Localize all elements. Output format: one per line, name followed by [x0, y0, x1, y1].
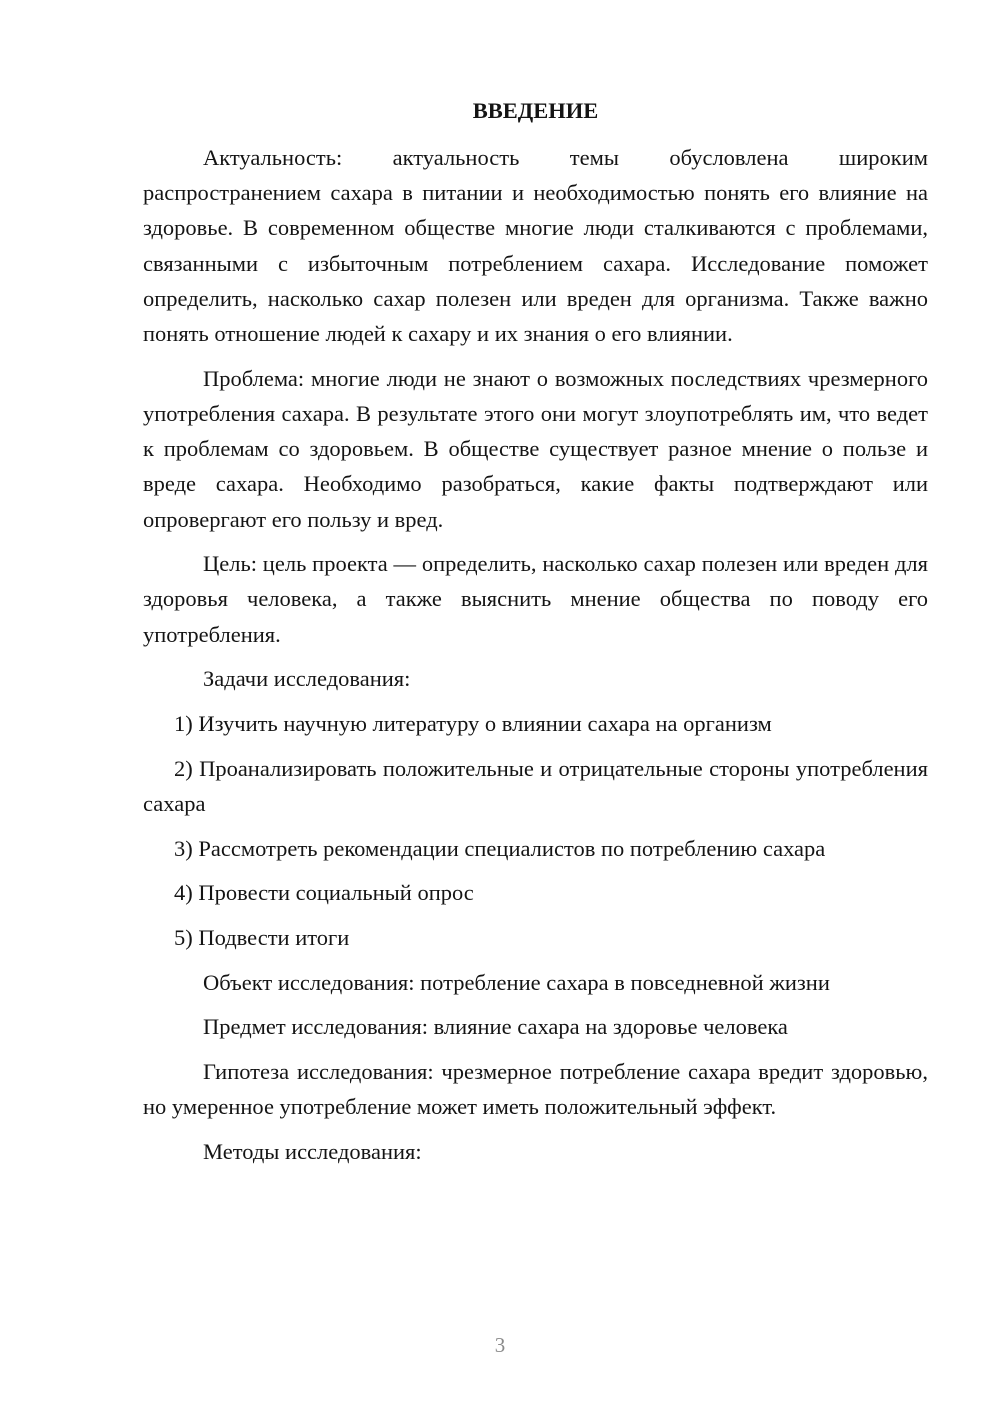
goal-paragraph: Цель: цель проекта — определить, насколько сахар полезен или вреден для здоровья человека, а также выяснить мнение общества по поводу его употребления.: [143, 551, 928, 647]
object-paragraph: Объект исследования: потребление сахара в повседневной жизни: [203, 969, 830, 995]
task-item: 4) Провести социальный опрос: [174, 880, 474, 906]
task-item: 5) Подвести итоги: [174, 925, 350, 951]
hypothesis-paragraph: Гипотеза исследования: чрезмерное потребление сахара вредит здоровью, но умеренное употребление может иметь положительный эффект.: [143, 1059, 928, 1120]
task-item: 2) Проанализировать положительные и отрицательные стороны употребления сахара: [143, 755, 928, 816]
task-item: 1) Изучить научную литературу о влиянии сахара на организм: [174, 711, 772, 737]
subject-paragraph: Предмет исследования: влияние сахара на здоровье человека: [203, 1014, 788, 1040]
relevance-paragraph: Актуальность: актуальность темы обусловлена широким распространением сахара в питании и необходимостью понять его влияние на здоровье. В современном обществе многие люди сталкиваются с проблемами, связанными с избыточным потреблением сахара. Исследование поможет определить, насколько сахар полезен или вреден для организма. Также важно понять отношение людей к сахару и их знания о его влиянии.: [143, 145, 928, 347]
task-item: 3) Рассмотреть рекомендации специалистов по потреблению сахара: [174, 835, 826, 861]
tasks-title: Задачи исследования:: [203, 666, 411, 692]
problem-paragraph: Проблема: многие люди не знают о возможных последствиях чрезмерного употребления сахара. В результате этого они могут злоупотреблять им, что ведет к проблемам со здоровьем. В обществе существует разное мнение о пользе и вреде сахара. Необходимо разобраться, какие факты подтверждают или опровергают его пользу и вред.: [143, 365, 928, 532]
page-heading: ВВЕДЕНИЕ: [472, 98, 599, 123]
tasks-list: [143, 706, 928, 955]
page-content: [143, 93, 928, 1179]
page-number: 3: [494, 1333, 506, 1357]
methods-title: Методы исследования:: [203, 1139, 422, 1165]
